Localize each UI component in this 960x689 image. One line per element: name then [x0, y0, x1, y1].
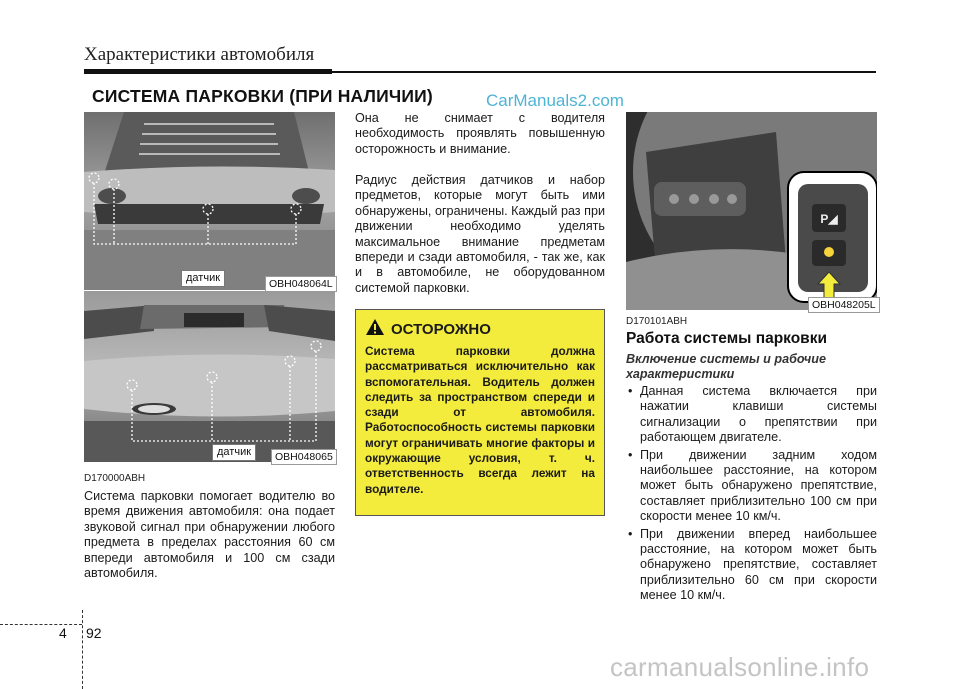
bullet-item: • Данная система включается при нажатии клавиши системы сигнализации о препятствии при работающем двигателе.	[626, 384, 877, 446]
watermark-top: CarManuals2.com	[486, 91, 624, 110]
middle-paragraph-1: Она не снимает с водителя необходимость проявлять повышенную осторожность и внимание.	[355, 111, 605, 156]
warning-triangle-icon	[365, 318, 385, 340]
bullet-item: • При движении вперед наибольшее расстояние, на котором может быть обнаружено препятствие, составляет приблизительно 60 см при скорости менее 10 км/ч.	[626, 527, 877, 604]
rear-figure-code: OBH048065	[271, 449, 337, 465]
section-title: СИСТЕМА ПАРКОВКИ (ПРИ НАЛИЧИИ)	[92, 86, 433, 106]
rear-bumper-photo	[84, 291, 335, 462]
left-doc-code: D170000ABH	[84, 473, 146, 484]
wheel-figure-code: OBH048205L	[808, 297, 880, 313]
right-subheading: Включение системы и рабочие характеристики	[626, 352, 826, 381]
middle-paragraph-2: Радиус действия датчиков и набор предметов, которые могут быть ими обнаружены, ограничены. Каждый раз при движении необходимо уделять максимальное внимание предметам впереди и сзади автомобиля, - так же, как и в автомобиле, не оборудованном системой парковки.	[355, 173, 605, 295]
right-heading: Работа системы парковки	[626, 330, 828, 347]
right-bullet-list	[626, 384, 877, 606]
right-doc-code: D170101ABH	[626, 316, 688, 327]
steering-wheel-photo	[626, 112, 877, 310]
running-header: Характеристики автомобиля	[84, 44, 315, 65]
warning-text: Система парковки должна рассматриваться исключительно как вспомогательная. Водитель должен следить за пространством спереди и сзади от автомобиля. Работоспособность системы парковки могут ограничивать многие факторы и окружающие условия, т. ч. ответственность всегда лежит на водителе.	[365, 344, 595, 496]
bullet-item: • При движении задним ходом наибольшее расстояние, на котором может быть обнаружено препятствие, составляет приблизительно 100 см при скорости менее 10 км/ч.	[626, 448, 877, 525]
watermark-footer: carmanualsonline.info	[610, 652, 870, 682]
warning-box	[355, 309, 605, 516]
park-assist-button-label: P◢	[820, 212, 838, 226]
header-rule	[84, 71, 876, 73]
front-figure-code: OBH048064L	[265, 276, 337, 292]
crop-mark	[82, 610, 83, 689]
warning-title: ОСТОРОЖНО	[391, 320, 491, 338]
chapter-number: 4	[59, 625, 67, 641]
front-bumper-photo	[84, 112, 335, 290]
rear-sensor-label: датчик	[212, 444, 256, 461]
left-paragraph: Система парковки помогает водителю во время движения автомобиля: она подает звуковой сигнал при обнаружении любого предмета в пределах расстояния 60 см впереди автомобиля и 100 см сзади автомобиля.	[84, 489, 335, 581]
crop-mark	[0, 624, 82, 625]
page-number: 92	[86, 625, 102, 641]
front-sensor-label: датчик	[181, 270, 225, 287]
